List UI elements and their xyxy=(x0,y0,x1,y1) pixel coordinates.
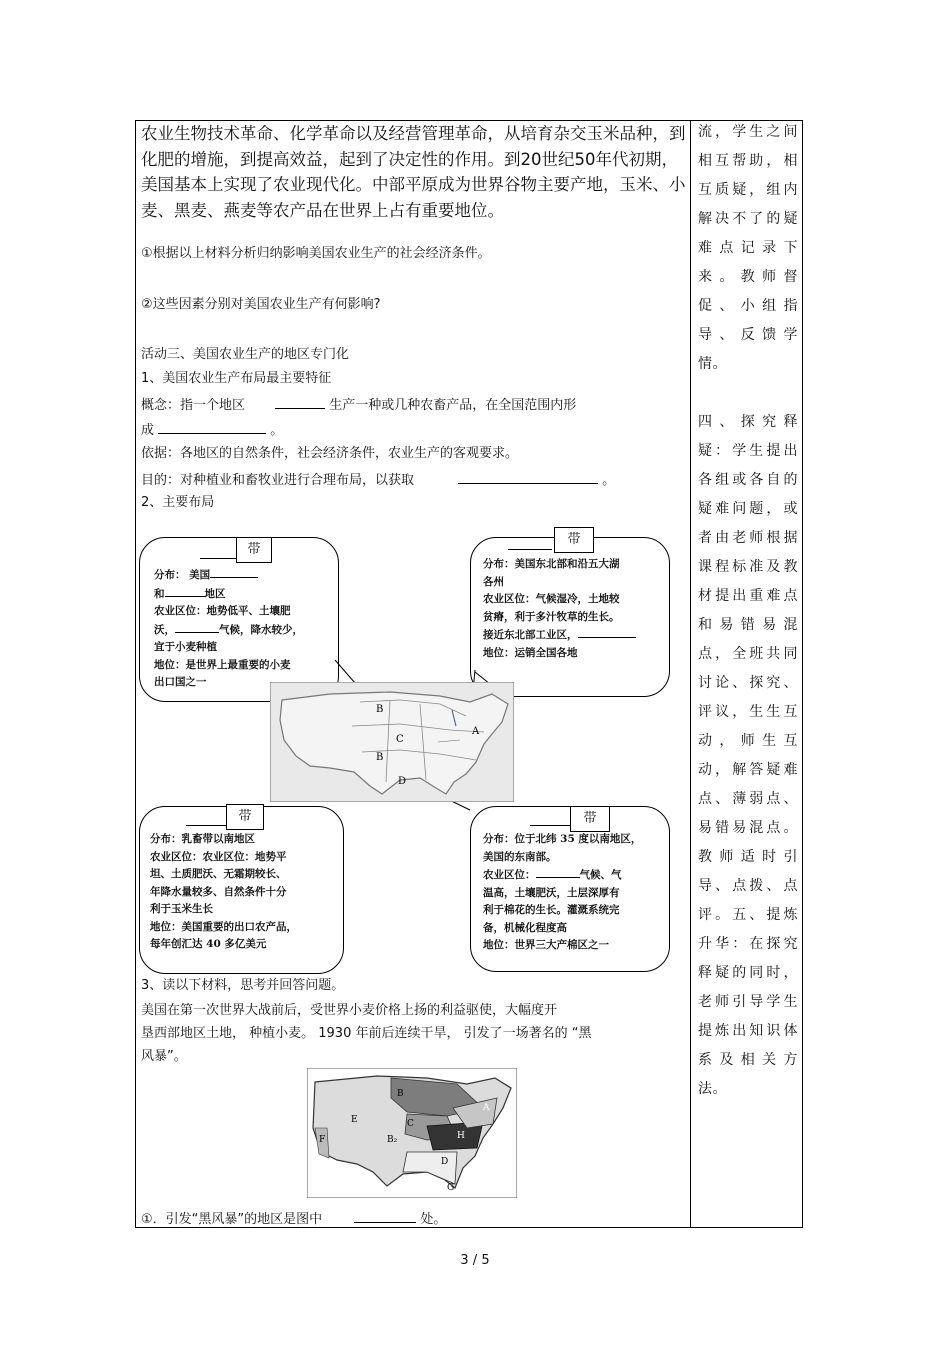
br-line-5: 利于棉花的生长。灌溉系统完 xyxy=(483,904,620,916)
br-line-1: 分布：位于北纬 35 度以南地区， xyxy=(483,833,642,845)
map2-label-h: H xyxy=(457,1131,465,1141)
final-question xyxy=(141,1209,446,1229)
br-line-6: 备，机械化程度高 xyxy=(483,921,567,934)
concept-mid: 生产一种或几种农畜产品，在全国范围内形 xyxy=(329,398,577,413)
section-2-title: 2、主要布局 xyxy=(141,495,215,510)
map1-label-c: C xyxy=(396,734,404,745)
bl-belt-label: 带 xyxy=(226,804,264,830)
tr-line-6: 地位：运销全国各地 xyxy=(483,646,578,659)
tr-line-5: 接近东北部工业区， xyxy=(483,629,578,641)
br-line-3-post: 气候、气 xyxy=(579,869,622,881)
bl-line-7: 每年创汇达 40 多亿美元 xyxy=(150,938,267,950)
tl-line-4: 沃， xyxy=(154,623,175,636)
us-agri-map xyxy=(270,682,514,802)
bl-line-5: 利于玉米生长 xyxy=(150,903,213,915)
br-belt-label: 带 xyxy=(570,806,610,832)
page-number: 3 / 5 xyxy=(460,1253,490,1268)
br-line-3: 农业区位： xyxy=(483,869,536,881)
bl-line-6: 地位：美国重要的出口农产品， xyxy=(150,920,297,933)
br-line-7: 地位：世界三大产棉区之一 xyxy=(483,939,609,951)
us-region-map xyxy=(307,1068,517,1198)
tl-line-5: 宜于小麦种植 xyxy=(154,641,217,653)
basis-line: 依据：各地区的自然条件，社会经济条件，农业生产的客观要求。 xyxy=(141,446,519,461)
map1-label-b1: B xyxy=(376,704,384,715)
map1-label-b2: B xyxy=(376,752,384,763)
section-1-title: 1、美国农业生产布局最主要特征 xyxy=(141,371,332,386)
section-3-title: 3、读以下材料，思考并回答问题。 xyxy=(141,978,345,993)
tr-line-4: 贫瘠，利于多汁牧草的生长。 xyxy=(483,610,620,623)
tl-line-7: 出口国之一 xyxy=(154,676,207,688)
map2-label-b: B xyxy=(397,1089,404,1099)
bl-line-4: 年降水量较多、自然条件十分 xyxy=(150,885,287,898)
intro-paragraph: 农业生物技术革命、化学革命以及经营管理革命，从培育杂交玉米品种，到化肥的增施，到提高效益，起到了决定性的作用。到20世纪50年代初期，美国基本上实现了农业现代化。中部平原成为世界谷物主要产地，玉米、小麦、黑麦、燕麦等农产品在世界上占有重要地位。 xyxy=(141,124,686,220)
concept-line2-post: 。 xyxy=(270,423,284,438)
section-3-text-3: 风暴”。 xyxy=(141,1049,187,1064)
map2-label-b2: B₂ xyxy=(387,1135,398,1145)
bl-line-2: 农业区位：农业区位：地势平 xyxy=(150,850,287,863)
final-question-post: 处。 xyxy=(420,1212,447,1227)
final-question-pre: ①．引发“黑风暴”的地区是图中 xyxy=(141,1212,323,1227)
tl-line-1: 分布： 美国 xyxy=(154,569,211,581)
map2-label-f: F xyxy=(319,1135,326,1145)
br-line-4: 温高，土壤肥沃，土层深厚有 xyxy=(483,886,620,899)
tl-belt-label: 带 xyxy=(236,537,272,563)
final-question-blank[interactable] xyxy=(354,1209,416,1223)
purpose-post: 。 xyxy=(602,473,616,488)
question-1: ①根据以上材料分析归纳影响美国农业生产的社会经济条件。 xyxy=(141,246,491,261)
tr-line-3: 农业区位：气候湿冷，土地较 xyxy=(483,593,620,605)
tr-line-2: 各州 xyxy=(483,575,504,588)
tl-line-2-post: 地区 xyxy=(204,587,226,600)
section-3-text-2: 垦西部地区土地， 种植小麦。 1930 年前后连续干旱， 引发了一场著名的 “黑 xyxy=(141,1026,592,1041)
question-2: ②这些因素分别对美国农业生产有何影响? xyxy=(141,297,381,312)
tl-line-2: 和 xyxy=(154,587,165,600)
activity-title: 活动三、美国农业生产的地区专门化 xyxy=(141,347,350,362)
br-line-2: 美国的东南部。 xyxy=(483,850,557,863)
map2-label-d: D xyxy=(441,1157,449,1167)
bl-line-1: 分布：乳畜带以南地区 xyxy=(150,833,255,845)
concept-label: 概念：指一个地区 xyxy=(141,398,246,413)
tr-belt-label: 带 xyxy=(554,527,594,553)
map2-label-e: E xyxy=(351,1115,358,1125)
tl-line-3: 农业区位：地势低平、土壤肥 xyxy=(154,605,291,617)
teaching-notes: 流，学生之间相互帮助，相互质疑，组内解决不了的疑难点记录下来。教师督促、小组指导、反馈学情。 四、探究释疑：学生提出各组或各自的疑难问题，或者由老师根据课程标准及教材提出重难点和易错易混点，全班共同讨论、探究、评议，生生互动，师生互动，解答疑难点、薄弱点、易错易混点。教师适时引导、点拨、点评。五、提炼升华：在探究释疑的同时，老师引导学生提炼出知识体系及相关方法。 xyxy=(698,124,798,1097)
map1-label-d: D xyxy=(398,776,407,787)
map2-label-g: G xyxy=(447,1183,455,1193)
map2-label-a: A xyxy=(483,1103,490,1113)
bl-line-3: 坦、土质肥沃、无霜期较长、 xyxy=(150,868,287,880)
tl-line-4-post: 气候，降水较少， xyxy=(219,623,303,636)
tl-line-6: 地位：是世界上最重要的小麦 xyxy=(154,658,291,671)
map2-label-c: C xyxy=(407,1119,414,1129)
concept-line2-pre: 成 xyxy=(141,423,155,438)
map1-label-a: A xyxy=(472,726,480,737)
tr-line-1: 分布：美国东北部和沿五大湖 xyxy=(483,558,620,570)
purpose-pre: 目的：对种植业和畜牧业进行合理布局，以获取 xyxy=(141,473,415,488)
section-3-text-1: 美国在第一次世界大战前后，受世界小麦价格上扬的利益驱使，大幅度开 xyxy=(141,1003,558,1018)
